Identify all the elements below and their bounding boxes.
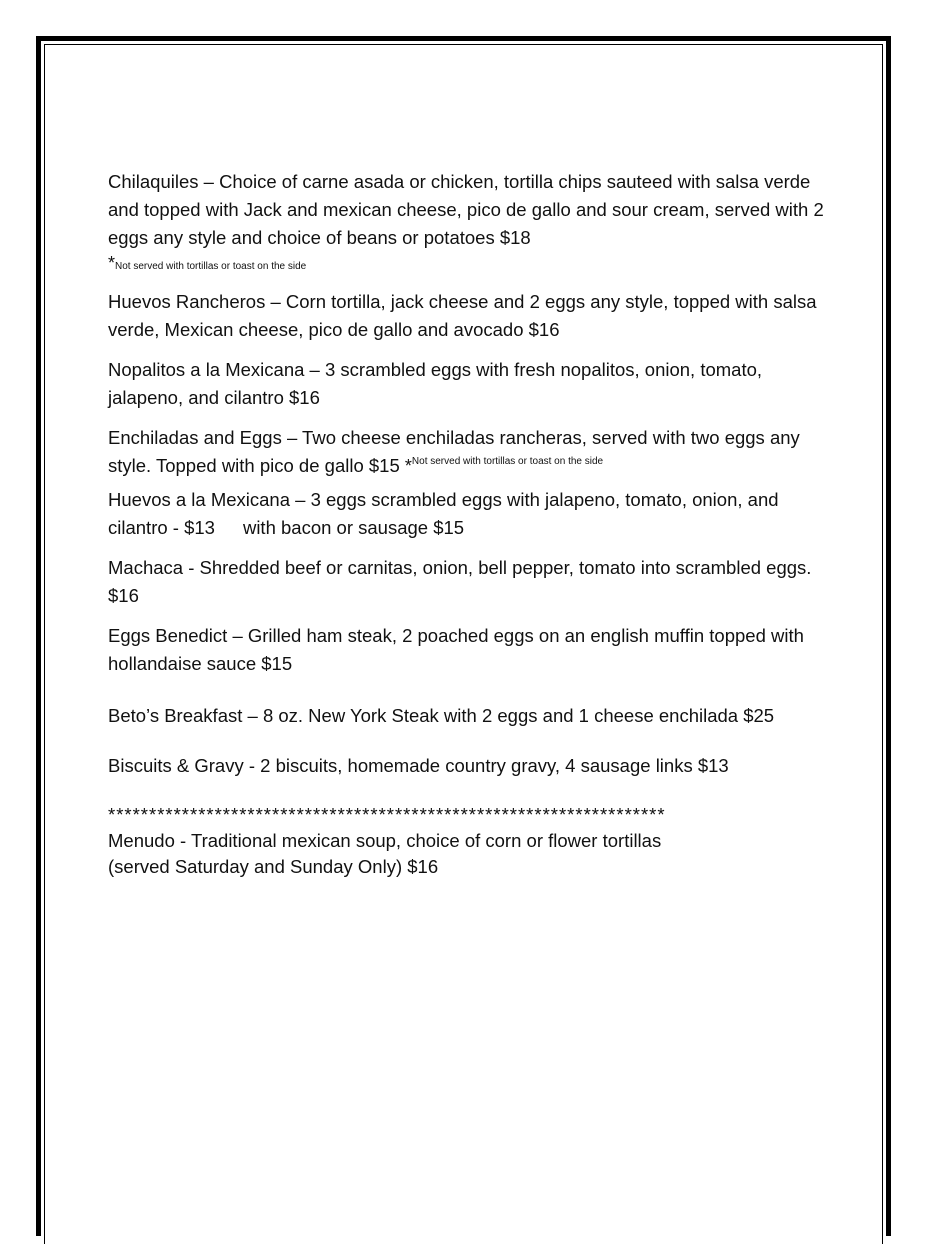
menu-item-extra: with bacon or sausage $15 bbox=[242, 517, 465, 538]
menu-item-text-line2: (served Saturday and Sunday Only) $16 bbox=[108, 856, 439, 877]
menu-item-text: Nopalitos a la Mexicana – 3 scrambled eggs with fresh nopalitos, onion, tomato, jalapeno, and cilantro $16 bbox=[108, 359, 763, 408]
menu-item-text: Huevos Rancheros – Corn tortilla, jack cheese and 2 eggs any style, topped with salsa verde, Mexican cheese, pico de gallo and avocado $16 bbox=[108, 291, 817, 340]
menu-item-text-main: Huevos a la Mexicana – 3 eggs scrambled eggs with jalapeno, tomato, onion, and cilantro - $13 bbox=[108, 489, 779, 538]
menu-item-huevos-mexicana bbox=[108, 486, 828, 542]
menu-item-biscuits-gravy bbox=[108, 752, 828, 780]
menu-item-note bbox=[108, 252, 828, 274]
note-text: Not served with tortillas or toast on the side bbox=[411, 456, 604, 467]
menu-item-chilaquiles bbox=[108, 168, 828, 274]
menu-item-machaca bbox=[108, 554, 828, 610]
breakfast-menu bbox=[108, 168, 828, 880]
menu-item-text: Chilaquiles – Choice of carne asada or chicken, tortilla chips sauteed with salsa verde and topped with Jack and mexican cheese, pico de gallo and sour cream, served with 2 eggs any style and choice of beans or potatoes $18 bbox=[108, 171, 824, 248]
menu-item-betos-breakfast bbox=[108, 702, 828, 730]
menu-item-nopalitos bbox=[108, 356, 828, 412]
menu-item-text: Biscuits & Gravy - 2 biscuits, homemade country gravy, 4 sausage links $13 bbox=[108, 755, 729, 776]
note-asterisk: * bbox=[108, 253, 116, 273]
note-text: Not served with tortillas or toast on the side bbox=[115, 261, 307, 272]
menu-item-text: Eggs Benedict – Grilled ham steak, 2 poached eggs on an english muffin topped with hollandaise sauce $15 bbox=[108, 625, 804, 674]
menu-item-text: Machaca - Shredded beef or carnitas, onion, bell pepper, tomato into scrambled eggs. $16 bbox=[108, 557, 812, 606]
menu-item-text bbox=[108, 486, 828, 542]
menu-item-text: Beto’s Breakfast – 8 oz. New York Steak with 2 eggs and 1 cheese enchilada $25 bbox=[108, 705, 775, 726]
menu-item-enchiladas bbox=[108, 424, 820, 480]
menu-item-menudo bbox=[108, 828, 828, 880]
section-divider: ******************************************************************** bbox=[108, 804, 666, 825]
menu-item-eggs-benedict bbox=[108, 622, 828, 678]
menu-item-text bbox=[108, 424, 820, 480]
note-asterisk: * bbox=[404, 456, 412, 476]
menu-item-text-main: Enchiladas and Eggs – Two cheese enchiladas rancheras, served with two eggs any style. Topped with pico de gallo $15 bbox=[108, 427, 800, 476]
menu-item-huevos-rancheros bbox=[108, 288, 828, 344]
menu-item-text: Menudo - Traditional mexican soup, choice of corn or flower tortillas bbox=[108, 830, 662, 851]
